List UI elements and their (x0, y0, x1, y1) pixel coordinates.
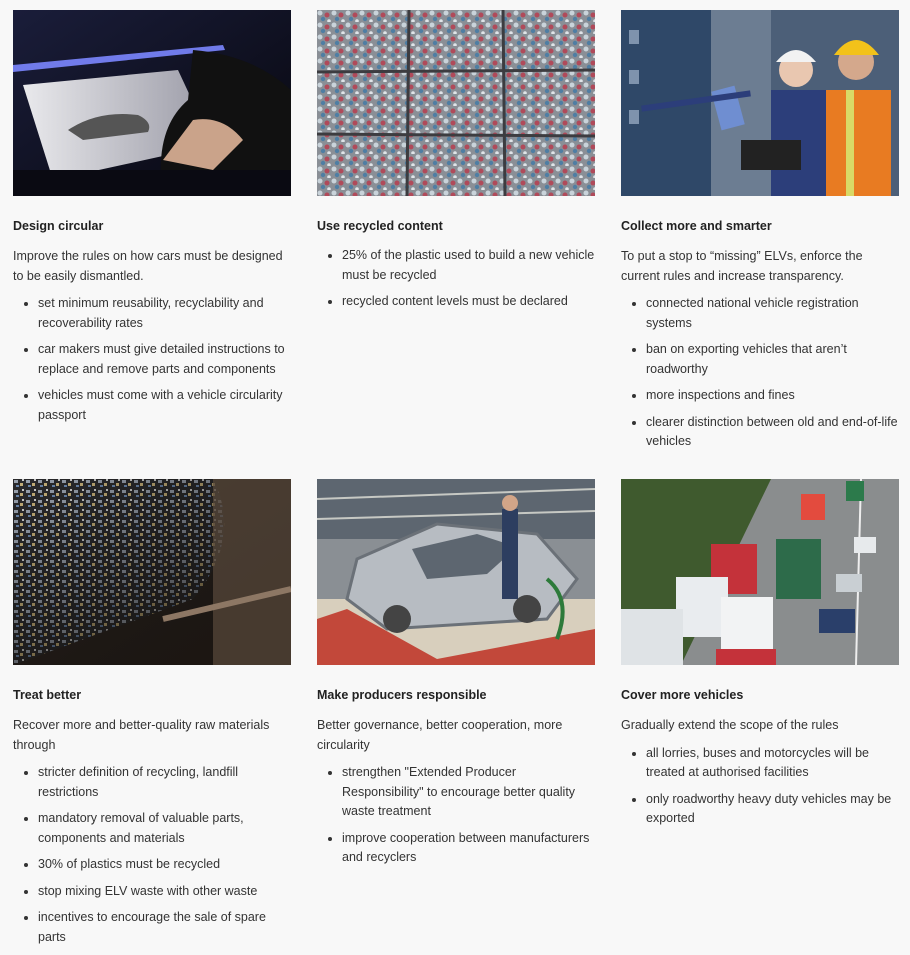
list-item: mandatory removal of valuable parts, components and materials (38, 809, 291, 848)
list-item: connected national vehicle registration systems (646, 294, 899, 333)
card-title: Use recycled content (317, 219, 443, 233)
card-intro: Better governance, better cooperation, more circularity (317, 718, 563, 752)
list-item: all lorries, buses and motorcycles will be treated at authorised facilities (646, 744, 899, 783)
card-make-producers-responsible (317, 479, 595, 875)
card-cover-more-vehicles (621, 479, 899, 836)
card-title: Design circular (13, 219, 104, 233)
list-item: strengthen "Extended Producer Responsibility" to encourage better quality waste treatment (342, 763, 595, 822)
card-intro: Recover more and better-quality raw materials through (13, 718, 270, 752)
list-item: stricter definition of recycling, landfill restrictions (38, 763, 291, 802)
card-title: Collect more and smarter (621, 219, 772, 233)
list-item: clearer distinction between old and end-of-life vehicles (646, 413, 899, 452)
plastic-bales-photo (317, 10, 595, 196)
card-intro: Improve the rules on how cars must be designed to be easily dismantled. (13, 249, 283, 283)
list-item: ban on exporting vehicles that aren’t roadworthy (646, 340, 899, 379)
list-item: car makers must give detailed instructions to replace and remove parts and components (38, 340, 291, 379)
inspectors-photo (621, 10, 899, 196)
designer-tablet-photo (13, 10, 291, 196)
card-use-recycled-content (317, 10, 595, 319)
card-intro: To put a stop to “missing” ELVs, enforce the current rules and increase transparency. (621, 249, 863, 283)
car-factory-photo (317, 479, 595, 665)
card-treat-better (13, 479, 291, 954)
list-item: recycled content levels must be declared (342, 292, 595, 312)
card-list (317, 763, 595, 868)
list-item: 30% of plastics must be recycled (38, 855, 291, 875)
card-title: Treat better (13, 688, 82, 702)
list-item: improve cooperation between manufacturers and recyclers (342, 829, 595, 868)
card-list (13, 763, 291, 947)
list-item: more inspections and fines (646, 386, 899, 406)
card-list (621, 294, 899, 452)
card-intro: Gradually extend the scope of the rules (621, 718, 839, 732)
card-design-circular (13, 10, 291, 432)
card-title: Cover more vehicles (621, 688, 744, 702)
card-list (621, 744, 899, 829)
list-item: vehicles must come with a vehicle circularity passport (38, 386, 291, 425)
list-item: set minimum reusability, recyclability and recoverability rates (38, 294, 291, 333)
list-item: stop mixing ELV waste with other waste (38, 882, 291, 902)
list-item: 25% of the plastic used to build a new vehicle must be recycled (342, 246, 595, 285)
card-collect-more-smarter (621, 10, 899, 459)
list-item: incentives to encourage the sale of spare parts (38, 908, 291, 947)
shredded-materials-photo (13, 479, 291, 665)
card-list (13, 294, 291, 425)
highway-traffic-photo (621, 479, 899, 665)
card-title: Make producers responsible (317, 688, 487, 702)
list-item: only roadworthy heavy duty vehicles may be exported (646, 790, 899, 829)
card-list (317, 246, 595, 312)
